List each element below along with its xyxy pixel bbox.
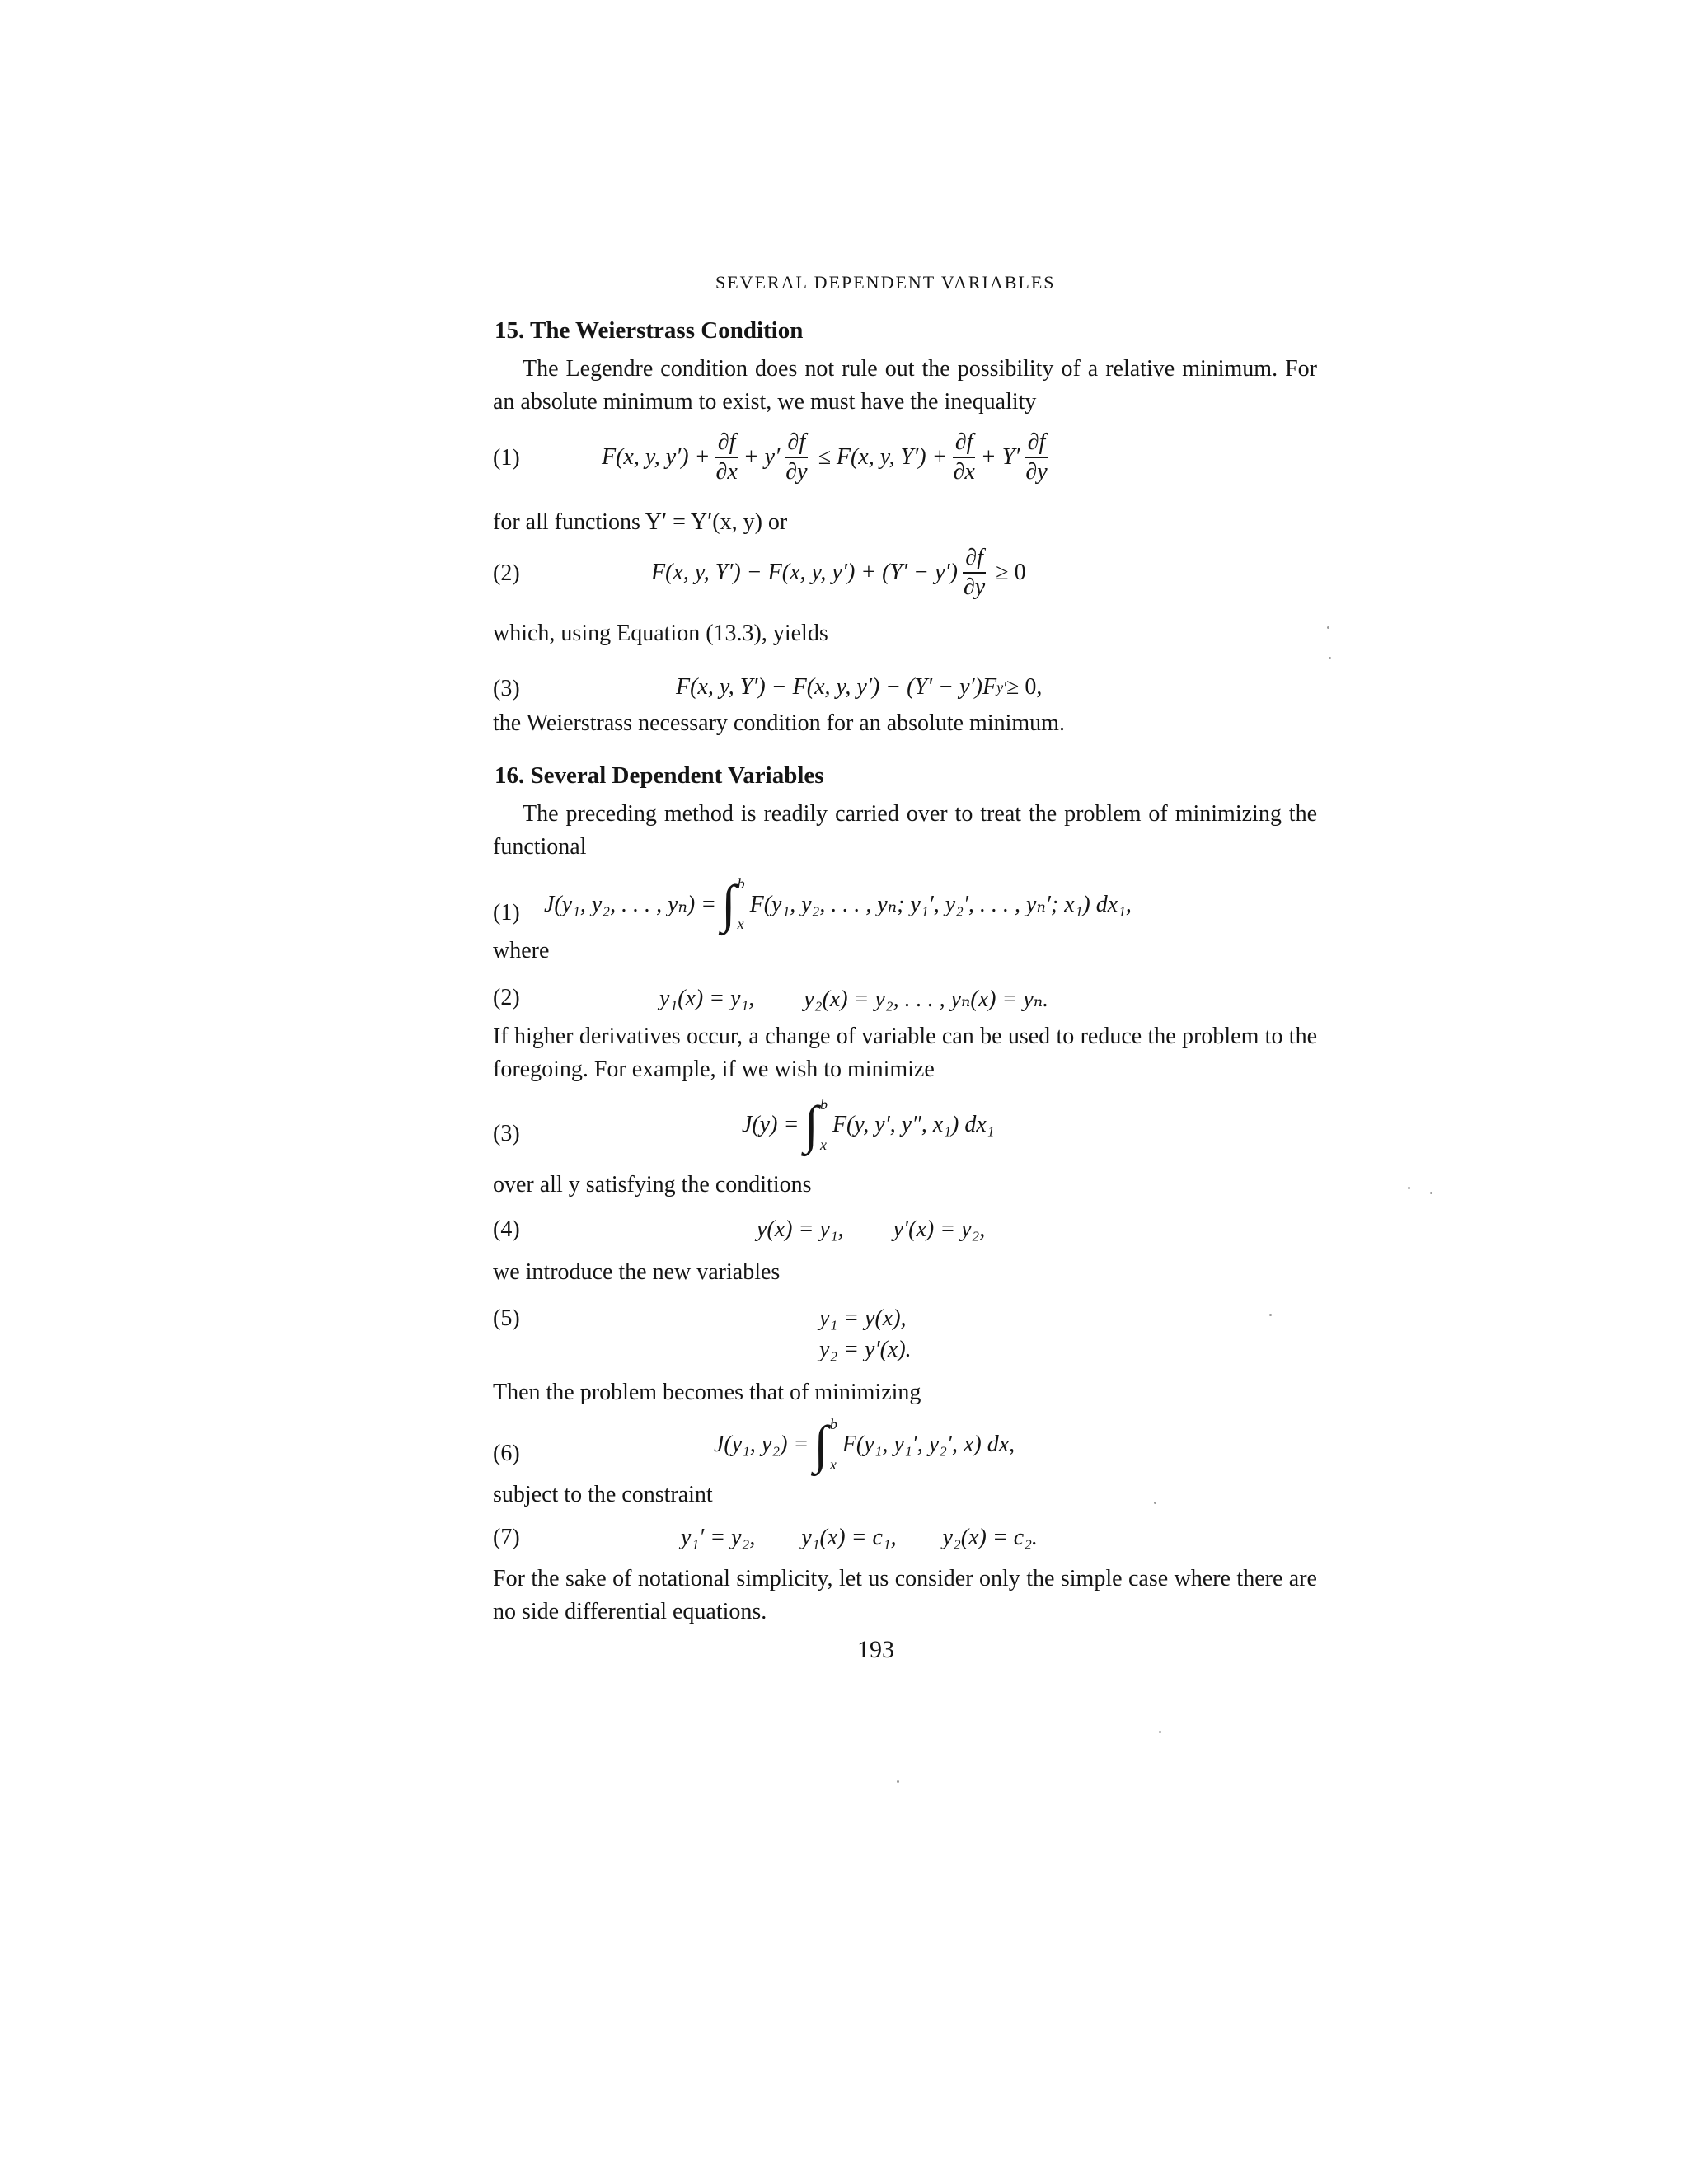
eq15-1-frac-a (714, 429, 740, 486)
eq16-1-integrand: F(y₁, y₂, . . . , yₙ; y₁′, y₂′, . . . , yₙ′; x₁) dx₁, (749, 892, 1132, 917)
text-subject-to: subject to the constraint (493, 1482, 713, 1507)
eq16-6-number: (6) (493, 1441, 520, 1466)
eq16-1-limits (738, 875, 745, 933)
eq15-1-frac-b-den: ∂y (785, 459, 808, 485)
eq16-3-lower-limit: x (819, 1137, 827, 1153)
eq15-2-frac-num: ∂f (963, 544, 986, 574)
eq15-1-number: (1) (493, 445, 520, 471)
eq16-6 (714, 1416, 1015, 1474)
section-16-paragraph-3: For the sake of notational simplicity, let us consider only the simple case where there are no side differential equations. (493, 1566, 1317, 1624)
eq16-6-lhs: J(y₁, y₂) = (714, 1432, 809, 1457)
eq16-7-a: y₁′ = y₂, (681, 1525, 756, 1550)
eq15-1-plus-Yp: + Y′ (980, 444, 1020, 470)
eq16-3-integrand: F(y, y′, y″, x₁) dx₁ (832, 1112, 995, 1137)
eq15-1-frac-d-den: ∂y (1025, 459, 1048, 485)
eq16-4 (757, 1216, 985, 1243)
eq16-3-limits (820, 1096, 828, 1154)
eq15-2-tail: ≥ 0 (996, 560, 1026, 585)
section-15-heading: 15. The Weierstrass Condition (495, 317, 804, 344)
eq16-3-integral (804, 1096, 828, 1154)
scan-speck (1327, 626, 1329, 629)
eq15-3-number: (3) (493, 676, 520, 701)
eq16-5-line-2: y₂ = y′(x). (819, 1337, 912, 1362)
eq16-3-upper-limit: b (819, 1096, 828, 1113)
section-16-paragraph-1: The preceding method is readily carried over to treat the problem of minimizing the functional (493, 801, 1317, 860)
eq16-2 (659, 985, 1048, 1013)
eq16-5-number: (5) (493, 1305, 520, 1331)
eq16-4-a: y(x) = y₁, (757, 1216, 844, 1242)
scan-speck (1154, 1502, 1156, 1504)
text-introduce-variables: we introduce the new variables (493, 1259, 781, 1285)
eq16-3 (742, 1096, 995, 1154)
eq16-1-integral (721, 875, 745, 933)
eq16-1 (544, 875, 1132, 933)
page-number: 193 (857, 1636, 894, 1663)
section-16-paragraph-2: If higher derivatives occur, a change of variable can be used to reduce the problem to the foregoing. For example, if we wish to minimize (493, 1024, 1317, 1082)
eq15-1 (602, 429, 1053, 486)
integral-sign: ∫ (814, 1415, 828, 1474)
eq15-1-frac-b (783, 429, 809, 486)
scan-speck (897, 1780, 899, 1783)
eq15-1-frac-c-den: ∂x (953, 459, 975, 485)
text-for-all-functions: for all functions Y′ = Y′(x, y) or (493, 509, 788, 535)
eq16-3-lhs: J(y) = (742, 1112, 799, 1137)
text-weierstrass-condition: the Weierstrass necessary condition for an absolute minimum. (493, 710, 1065, 736)
eq15-1-plus-yp: + y′ (743, 444, 781, 470)
eq15-3 (676, 674, 1042, 701)
eq15-3-tail: ≥ 0, (1006, 674, 1043, 700)
eq16-1-upper-limit: b (737, 875, 745, 892)
eq15-1-frac-c-num: ∂f (953, 429, 976, 458)
eq15-2-frac (961, 544, 987, 602)
eq15-1-leq: ≤ F(x, y, Y′) + (818, 444, 948, 470)
eq15-1-frac-d-num: ∂f (1025, 429, 1048, 458)
eq16-6-limits (830, 1416, 837, 1474)
eq15-2-frac-den: ∂y (963, 574, 986, 600)
eq15-1-frac-a-den: ∂x (715, 459, 738, 485)
eq16-7-number: (7) (493, 1525, 520, 1550)
eq16-1-lhs: J(y₁, y₂, . . . , yₙ) = (544, 892, 717, 917)
scan-speck (1430, 1192, 1432, 1194)
eq16-7 (681, 1525, 1038, 1551)
scan-speck (1329, 657, 1331, 659)
eq15-2 (651, 544, 1026, 602)
eq15-1-lhs: F(x, y, y′) + (602, 444, 710, 470)
eq16-1-number: (1) (493, 900, 520, 926)
eq16-6-integrand: F(y₁, y₁′, y₂′, x) dx, (842, 1432, 1015, 1457)
text-over-all-y: over all y satisfying the conditions (493, 1172, 812, 1197)
eq16-6-upper-limit: b (829, 1416, 837, 1432)
integral-sign: ∫ (804, 1095, 818, 1154)
eq16-4-b: y′(x) = y₂, (893, 1216, 986, 1242)
eq16-3-number: (3) (493, 1121, 520, 1146)
eq16-2-b: y₂(x) = y₂, . . . , yₙ(x) = yₙ. (804, 987, 1049, 1012)
integral-sign: ∫ (721, 874, 736, 933)
eq15-3-main: F(x, y, Y′) − F(x, y, y′) − (Y′ − y′)F (676, 674, 997, 700)
scan-speck (1159, 1731, 1161, 1733)
eq16-6-integral (814, 1416, 837, 1474)
scan-speck (1269, 1314, 1272, 1316)
eq16-7-c: y₂(x) = c₂. (942, 1525, 1038, 1550)
eq15-2-main: F(x, y, Y′) − F(x, y, y′) + (Y′ − y′) (651, 560, 958, 585)
text-then-problem: Then the problem becomes that of minimizing (493, 1380, 921, 1405)
eq15-1-frac-b-num: ∂f (785, 429, 809, 458)
eq15-1-frac-c (951, 429, 978, 486)
eq16-4-number: (4) (493, 1216, 520, 1242)
eq15-1-frac-a-num: ∂f (715, 429, 738, 458)
eq16-2-number: (2) (493, 985, 520, 1010)
section-16-heading: 16. Several Dependent Variables (495, 762, 824, 789)
eq15-2-number: (2) (493, 560, 520, 586)
text-which-yields: which, using Equation (13.3), yields (493, 621, 828, 646)
eq16-2-a: y₁(x) = y₁, (659, 986, 755, 1011)
eq15-3-sub: y′ (996, 678, 1006, 696)
eq15-1-frac-d (1023, 429, 1049, 486)
text-where: where (493, 938, 550, 963)
scan-speck (1408, 1187, 1410, 1189)
eq16-7-b: y₁(x) = c₁, (801, 1525, 897, 1550)
eq16-1-lower-limit: x (737, 916, 744, 932)
section-15-paragraph: The Legendre condition does not rule out the possibility of a relative minimum. For an absolute minimum to exist, we must have the inequality (493, 356, 1317, 415)
eq16-5-line-1: y₁ = y(x), (819, 1305, 907, 1331)
eq16-6-lower-limit: x (829, 1456, 837, 1473)
running-head: SEVERAL DEPENDENT VARIABLES (715, 272, 1056, 293)
